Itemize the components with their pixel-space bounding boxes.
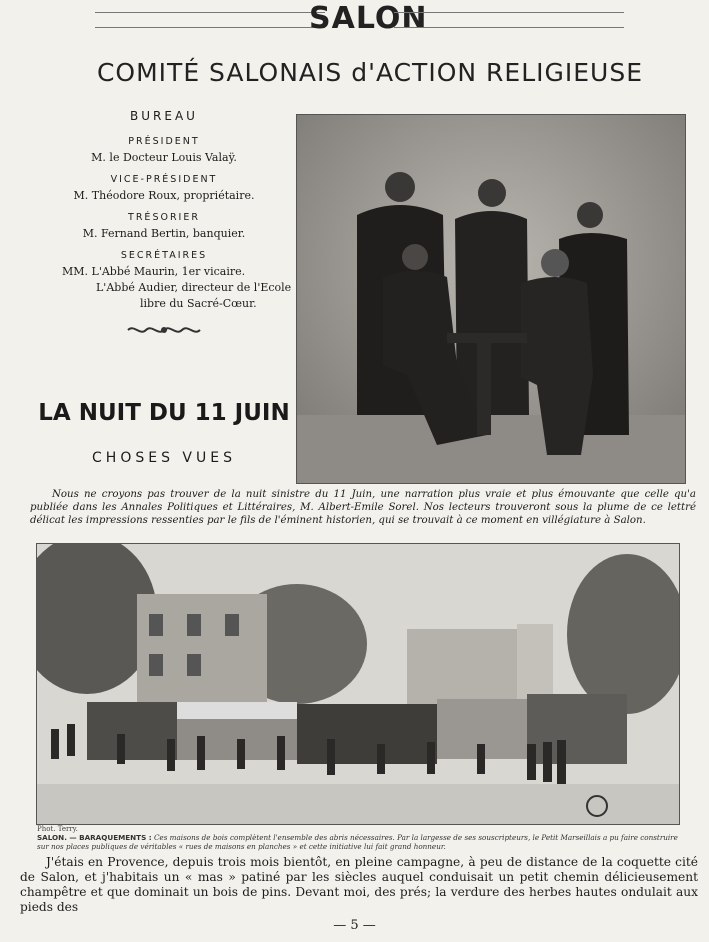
secretaire-line-2: L'Abbé Audier, directeur de l'Ecole	[96, 281, 292, 294]
president-label: PRÉSIDENT	[128, 136, 200, 147]
masthead-title: SALON	[309, 1, 428, 36]
secretaire-line-1: MM. L'Abbé Maurin, 1er vicaire.	[62, 265, 246, 278]
fleuron-ornament	[30, 322, 298, 342]
photo-group-portrait	[297, 115, 685, 483]
tresorier-name: M. Fernand Bertin, banquier.	[82, 227, 246, 240]
masthead-ornament-right	[394, 12, 624, 28]
secretaire-line-3: libre du Sacré-Cœur.	[140, 297, 257, 310]
committee-group-photo	[296, 114, 686, 484]
article-title: LA NUIT DU 11 JUIN	[38, 400, 290, 426]
caption-lead: SALON. — BARAQUEMENTS :	[37, 833, 152, 842]
photo-caption	[37, 833, 687, 851]
masthead	[0, 0, 709, 44]
page-heading: COMITÉ SALONAIS d'ACTION RELIGIEUSE	[96, 58, 644, 87]
caption-text: Ces maisons de bois complètent l'ensemble des abris nécessaires. Par la largesse de ses souscripteurs, le Petit Marseillais a pu faire construire sur nos places publiques de véritables « rues de maisons en planches » et cette initiative lui fait grand honneur.	[37, 833, 678, 851]
masthead-ornament-left	[95, 12, 325, 28]
vice-president-label: VICE-PRÉSIDENT	[110, 174, 218, 185]
vice-president-name: M. Théodore Roux, propriétaire.	[73, 189, 255, 202]
baraquements-photo	[36, 543, 680, 825]
article-intro: Nous ne croyons pas trouver de la nuit sinistre du 11 Juin, une narration plus vraie et plus émouvante que celle qu'a publiée dans les Annales Politiques et Littéraires, M. Albert-Emile Sorel. Nos lecteurs trouveront sous la plume de ce lettré délicat les impressions ressenties par le fils de l'éminent historien, qui se trouvait à ce moment en villégiature à Salon.	[30, 489, 696, 526]
article-body: J'étais en Provence, depuis trois mois bientôt, en pleine campagne, à peu de distance de la coquette cité de Salon, et j'habitais un « mas » patiné par les siècles auquel conduisait un petit chemin délicieusement champêtre et que dominait un bois de pins. Devant moi, des prés; la verdure des herbes hautes ondulait aux pieds des	[20, 855, 698, 914]
president-name: M. le Docteur Louis Valaÿ.	[91, 151, 237, 164]
secretaires-list	[30, 264, 298, 312]
photo-credit: Phot. Terry.	[37, 825, 78, 833]
photo-baraquements	[37, 544, 679, 824]
bureau-title: BUREAU	[130, 109, 198, 123]
page-number: — 5 —	[333, 918, 376, 933]
article-subtitle: CHOSES VUES	[92, 450, 236, 466]
tresorier-label: TRÉSORIER	[128, 212, 200, 223]
fleuron-icon	[124, 322, 204, 338]
secretaires-label: SECRÉTAIRES	[120, 250, 208, 261]
bureau-section	[30, 108, 298, 342]
